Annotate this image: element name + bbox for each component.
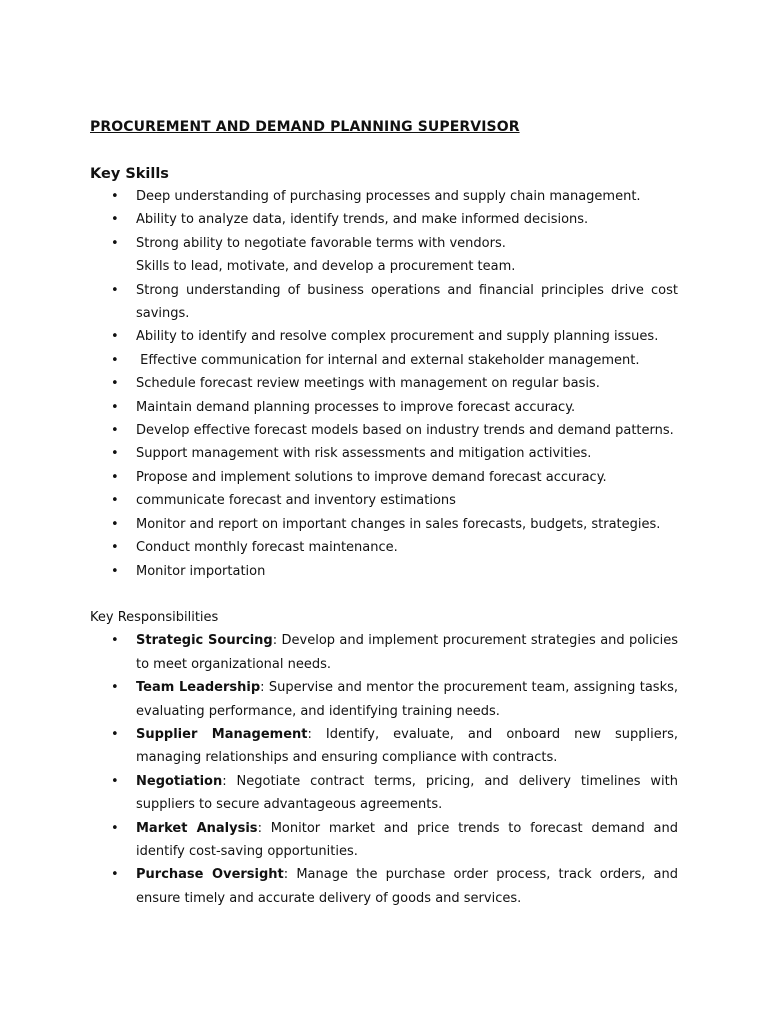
bullet-icon: • bbox=[111, 469, 119, 485]
bullet-icon: • bbox=[111, 189, 119, 204]
key-responsibilities-heading: Key Responsibilities bbox=[90, 609, 219, 625]
list-item bbox=[90, 372, 678, 395]
list-item-text: Monitor importation bbox=[136, 563, 266, 579]
list-item bbox=[90, 255, 678, 278]
responsibility-text: : Identify, evaluate, and onboard new suppliers, managing relationships and ensuring compliance with contracts. bbox=[136, 726, 678, 766]
responsibility-text: : Supervise and mentor the procurement team, assigning tasks, evaluating performance, and identifying training needs. bbox=[136, 680, 678, 719]
responsibility-term: Team Leadership bbox=[136, 680, 261, 696]
list-item bbox=[90, 536, 678, 559]
list-item-text: Schedule forecast review meetings with management on regular basis. bbox=[136, 376, 600, 392]
bullet-icon: • bbox=[111, 212, 119, 228]
list-item bbox=[90, 396, 678, 419]
list-item bbox=[90, 185, 678, 208]
list-item-text: Monitor and report on important changes in sales forecasts, budgets, strategies. bbox=[136, 516, 661, 532]
bullet-icon: • bbox=[111, 376, 119, 392]
key-responsibilities-list bbox=[90, 629, 678, 910]
list-item bbox=[90, 629, 678, 676]
responsibility-text: : Negotiate contract terms, pricing, and delivery timelines with suppliers to secure advantageous agreements. bbox=[136, 773, 678, 813]
list-item-text: Skills to lead, motivate, and develop a procurement team. bbox=[136, 259, 516, 275]
list-item bbox=[90, 232, 678, 255]
list-item-text: Maintain demand planning processes to improve forecast accuracy. bbox=[136, 399, 576, 415]
bullet-icon: • bbox=[111, 329, 119, 345]
list-item-text: Effective communication for internal and external stakeholder management. bbox=[136, 352, 640, 368]
bullet-icon: • bbox=[111, 235, 119, 251]
key-skills-heading: Key Skills bbox=[90, 166, 169, 182]
bullet-icon: • bbox=[111, 680, 119, 696]
list-item bbox=[90, 817, 678, 864]
bullet-icon: • bbox=[111, 282, 119, 298]
bullet-icon: • bbox=[111, 352, 119, 368]
list-item bbox=[90, 325, 678, 348]
list-item-text: Conduct monthly forecast maintenance. bbox=[136, 540, 398, 556]
list-item bbox=[90, 466, 678, 489]
responsibility-text: : Manage the purchase order process, track orders, and ensure timely and accurate delivery of goods and services. bbox=[136, 867, 678, 906]
bullet-icon: • bbox=[111, 773, 119, 789]
list-item bbox=[90, 349, 678, 372]
responsibility-text: : Monitor market and price trends to forecast demand and identify cost-saving opportunities. bbox=[136, 820, 678, 859]
list-item bbox=[90, 208, 678, 231]
list-item-text: Ability to identify and resolve complex procurement and supply planning issues. bbox=[136, 329, 659, 345]
list-item-text: Strong ability to negotiate favorable terms with vendors. bbox=[136, 235, 506, 251]
document-title: PROCUREMENT AND DEMAND PLANNING SUPERVISOR bbox=[90, 119, 520, 135]
responsibility-term: Supplier Management bbox=[136, 726, 308, 742]
list-item bbox=[90, 723, 678, 770]
bullet-icon: • bbox=[111, 516, 119, 532]
bullet-icon: • bbox=[111, 726, 119, 742]
bullet-icon: • bbox=[111, 446, 119, 462]
list-item bbox=[90, 676, 678, 723]
document-page bbox=[90, 116, 678, 910]
list-item bbox=[90, 279, 678, 326]
bullet-icon: • bbox=[111, 563, 119, 579]
list-item-text: Support management with risk assessments and mitigation activities. bbox=[136, 446, 592, 462]
responsibility-term: Negotiation bbox=[136, 773, 223, 789]
list-item-text: communicate forecast and inventory estimations bbox=[136, 493, 456, 509]
list-item-text: Ability to analyze data, identify trends, and make informed decisions. bbox=[136, 212, 589, 228]
list-item bbox=[90, 770, 678, 817]
responsibility-text: : Develop and implement procurement strategies and policies to meet organizational needs. bbox=[136, 633, 679, 672]
list-item bbox=[90, 489, 678, 512]
list-item-text: Deep understanding of purchasing processes and supply chain management. bbox=[136, 189, 641, 204]
responsibility-term: Strategic Sourcing bbox=[136, 633, 273, 649]
bullet-icon: • bbox=[111, 540, 119, 556]
responsibility-term: Purchase Oversight bbox=[136, 867, 284, 883]
bullet-icon: • bbox=[111, 493, 119, 509]
key-skills-list bbox=[90, 185, 678, 583]
list-item bbox=[90, 560, 678, 583]
list-item bbox=[90, 863, 678, 910]
list-item-text: Develop effective forecast models based on industry trends and demand patterns. bbox=[136, 423, 674, 439]
bullet-icon: • bbox=[111, 633, 119, 649]
responsibility-term: Market Analysis bbox=[136, 820, 258, 836]
bullet-icon: • bbox=[111, 399, 119, 415]
list-item-text: Propose and implement solutions to improve demand forecast accuracy. bbox=[136, 469, 607, 485]
list-item bbox=[90, 513, 678, 536]
bullet-icon: • bbox=[111, 820, 119, 836]
bullet-icon: • bbox=[111, 423, 119, 439]
list-item bbox=[90, 442, 678, 465]
list-item-text: Strong understanding of business operations and financial principles drive cost savings. bbox=[136, 282, 678, 322]
list-item bbox=[90, 419, 678, 442]
bullet-icon: • bbox=[111, 867, 119, 883]
